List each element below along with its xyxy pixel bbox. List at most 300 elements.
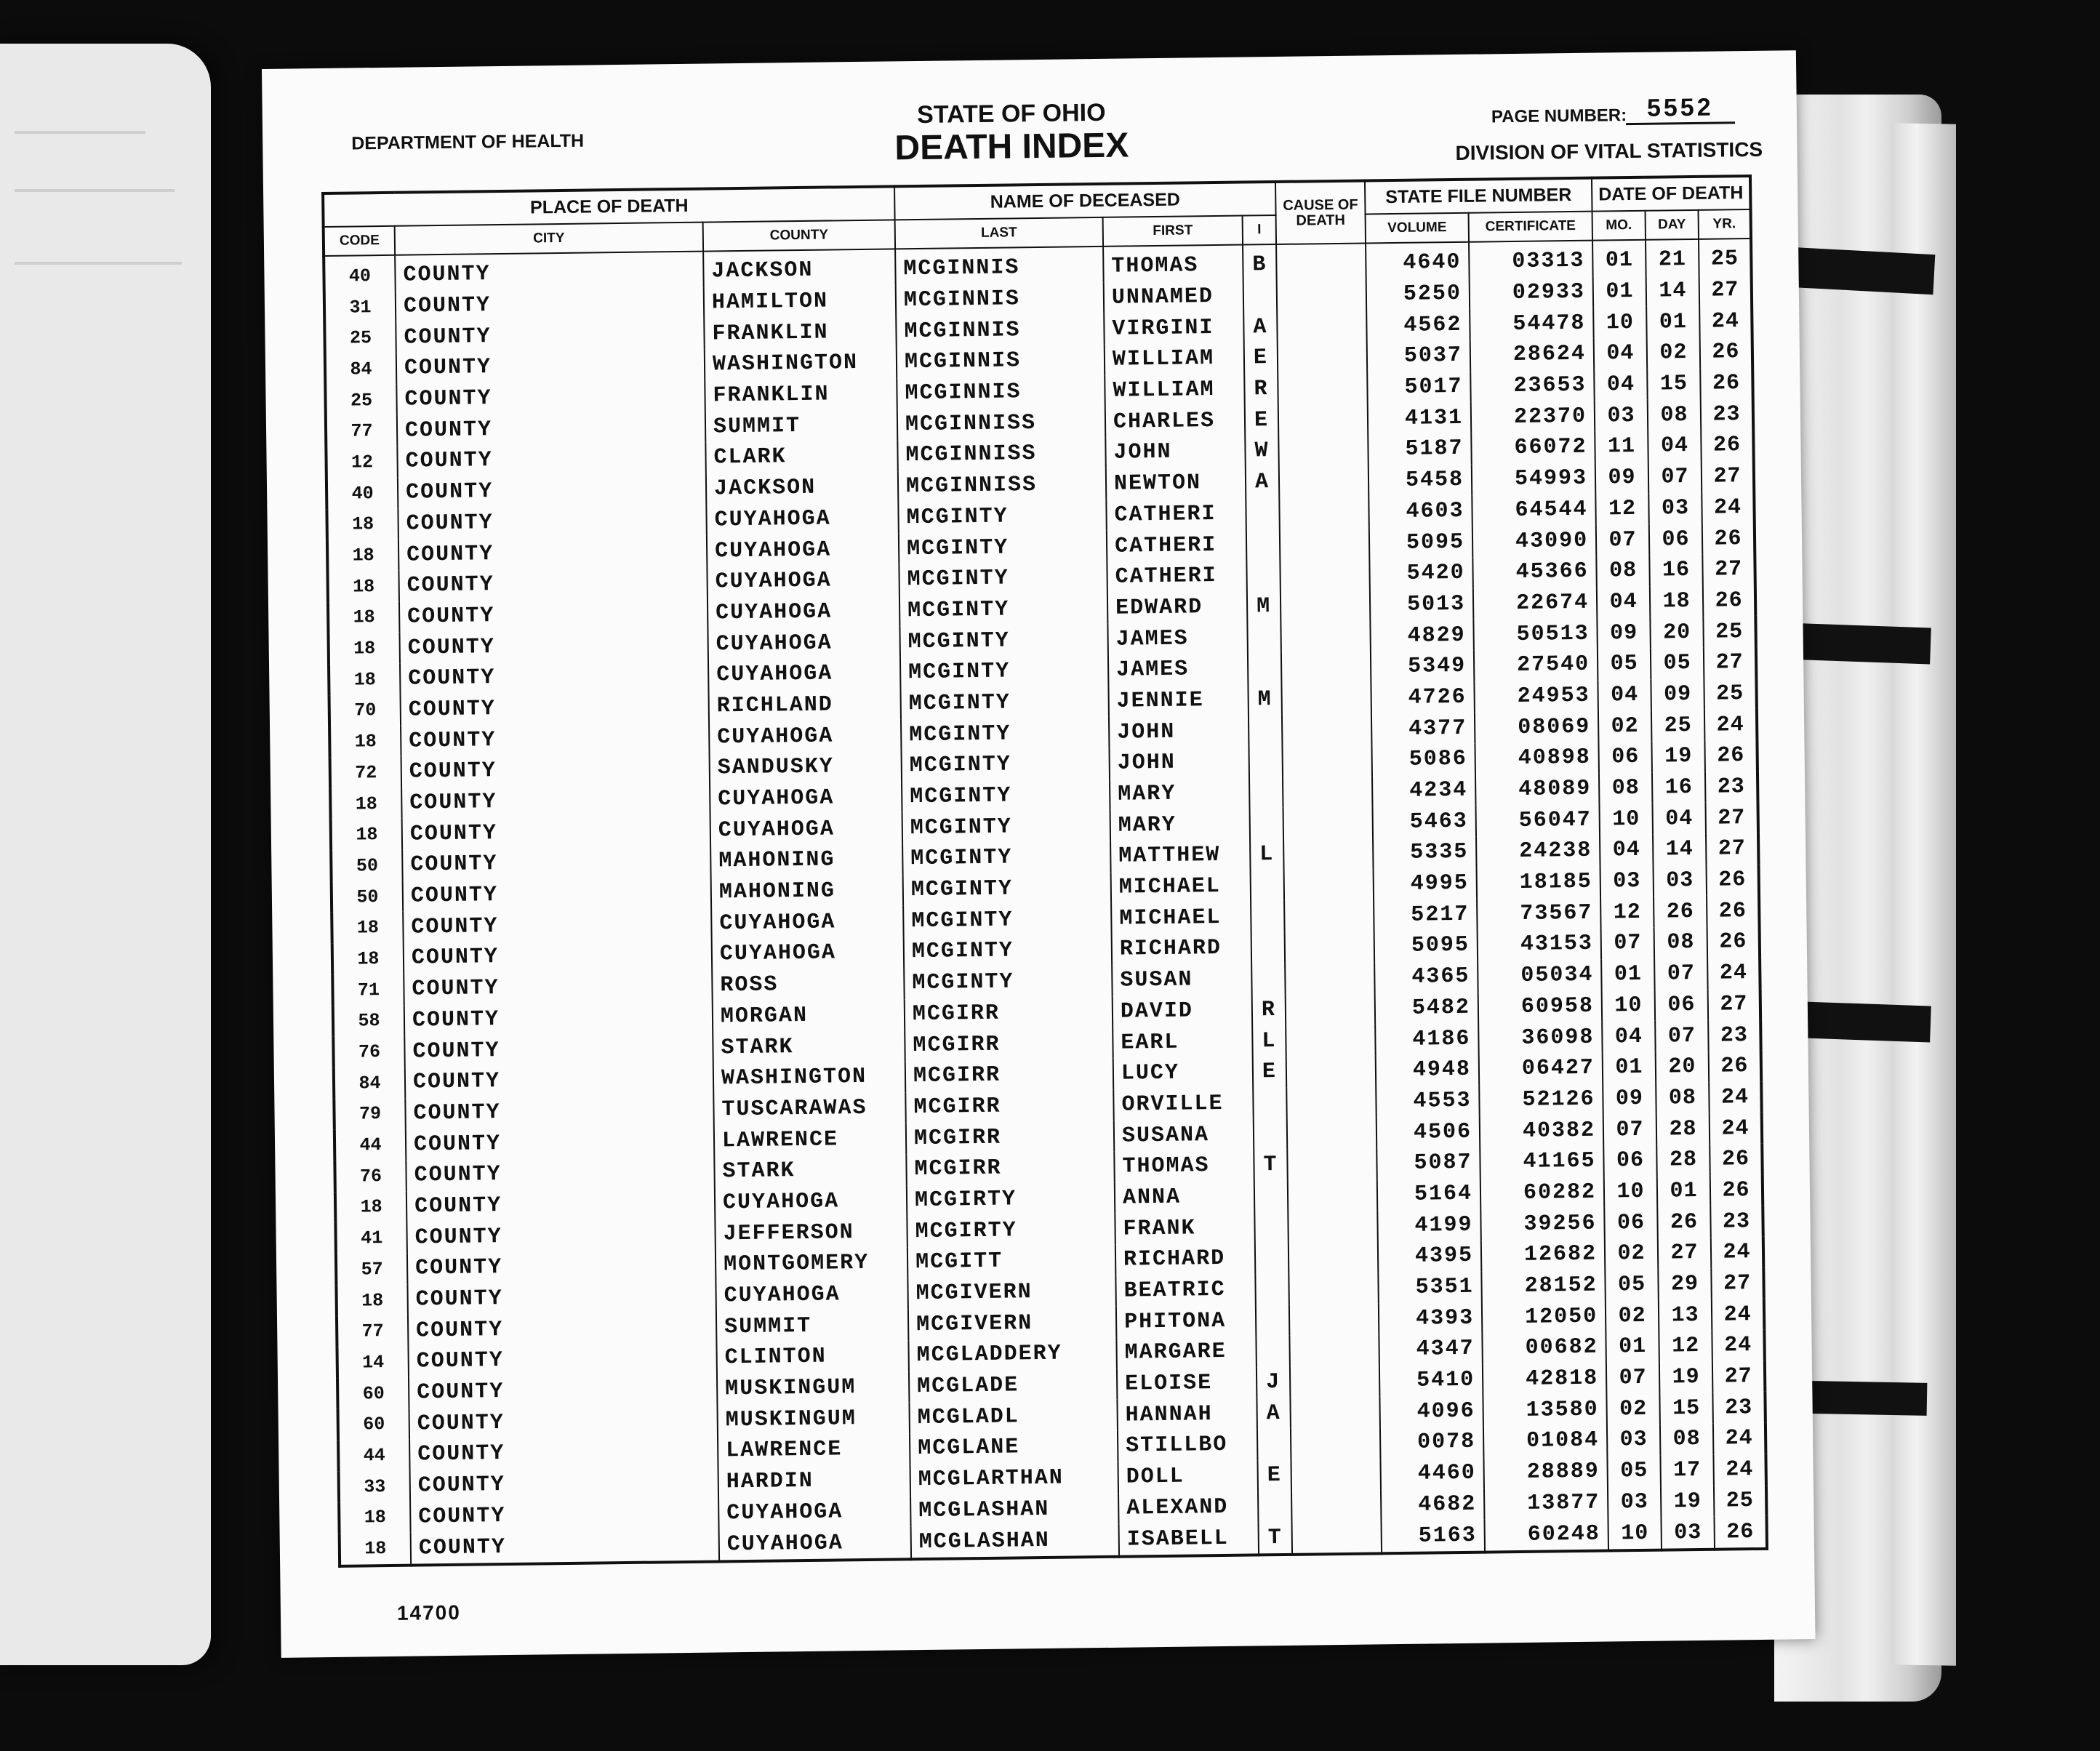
last-name-cell: MCGLASHAN xyxy=(910,1493,1119,1526)
code-cell: 18 xyxy=(340,1533,412,1566)
city-cell: COUNTY xyxy=(398,505,706,540)
certificate-cell: 22674 xyxy=(1473,587,1598,620)
code-cell: 72 xyxy=(330,757,402,789)
county-cell: CUYAHOGA xyxy=(706,502,899,536)
last-name-cell: MCGINNIS xyxy=(896,313,1105,347)
cause-cell xyxy=(1279,465,1369,497)
month-cell: 02 xyxy=(1606,1393,1660,1425)
certificate-cell: 42818 xyxy=(1483,1363,1607,1395)
initial-cell: B xyxy=(1243,244,1277,281)
month-cell: 09 xyxy=(1595,462,1649,494)
initial-cell xyxy=(1258,1491,1292,1522)
initial-cell: E xyxy=(1253,1057,1287,1088)
volume-cell: 5250 xyxy=(1366,278,1470,310)
division-label: DIVISION OF VITAL STATISTICS xyxy=(1455,137,1763,164)
county-cell: SANDUSKY xyxy=(710,750,902,784)
first-name-cell: VIRGINI xyxy=(1104,312,1244,345)
month-cell: 10 xyxy=(1593,307,1647,339)
volume-cell: 4395 xyxy=(1378,1241,1482,1273)
county-cell: JACKSON xyxy=(703,249,896,287)
code-cell: 33 xyxy=(339,1470,411,1502)
county-cell: WASHINGTON xyxy=(705,347,897,380)
first-name-cell: FRANK xyxy=(1115,1212,1255,1245)
initial-cell: J xyxy=(1257,1367,1291,1398)
cause-cell xyxy=(1286,1086,1376,1118)
volume-cell: 5463 xyxy=(1373,806,1477,838)
year-cell: 26 xyxy=(1710,1144,1763,1176)
year-cell: 24 xyxy=(1713,1454,1766,1486)
first-name-column-header: FIRST xyxy=(1103,216,1243,247)
county-cell: CUYAHOGA xyxy=(711,906,904,939)
code-cell: 70 xyxy=(329,694,401,726)
county-cell: MORGAN xyxy=(713,999,905,1033)
cause-cell xyxy=(1286,993,1376,1025)
month-cell: 07 xyxy=(1603,1114,1657,1146)
county-cell: RICHLAND xyxy=(708,689,901,722)
first-name-cell: STILLBO xyxy=(1118,1430,1258,1462)
volume-cell: 4460 xyxy=(1380,1457,1484,1489)
city-cell: COUNTY xyxy=(401,691,709,726)
day-cell: 03 xyxy=(1654,865,1707,897)
day-cell: 01 xyxy=(1657,1175,1711,1207)
month-cell: 05 xyxy=(1605,1269,1659,1301)
volume-cell: 5217 xyxy=(1374,899,1478,931)
month-cell: 12 xyxy=(1600,897,1654,929)
first-name-cell: WILLIAM xyxy=(1105,343,1245,376)
county-cell: CUYAHOGA xyxy=(708,627,900,660)
cause-cell xyxy=(1286,1055,1376,1087)
day-cell: 14 xyxy=(1646,276,1700,308)
county-cell: WASHINGTON xyxy=(713,1061,906,1094)
year-cell: 24 xyxy=(1704,709,1758,741)
county-cell: MAHONING xyxy=(710,844,903,877)
first-name-cell: NEWTON xyxy=(1106,467,1246,500)
cause-cell xyxy=(1283,807,1374,839)
month-cell: 10 xyxy=(1600,804,1654,836)
day-cell: 08 xyxy=(1656,1082,1710,1114)
county-cell: ROSS xyxy=(712,968,905,1001)
last-name-cell: MCGIVERN xyxy=(907,1275,1116,1309)
certificate-cell: 41165 xyxy=(1480,1146,1604,1179)
first-name-cell: JAMES xyxy=(1108,653,1249,686)
county-cell: CUYAHOGA xyxy=(715,1185,907,1219)
initial-cell: W xyxy=(1245,436,1279,467)
volume-cell: 4603 xyxy=(1368,495,1472,527)
code-cell: 18 xyxy=(331,819,403,851)
year-cell: 26 xyxy=(1703,585,1756,617)
volume-cell: 4199 xyxy=(1377,1209,1481,1241)
certificate-cell: 28889 xyxy=(1483,1456,1608,1488)
year-cell: 27 xyxy=(1706,833,1759,865)
certificate-cell: 02933 xyxy=(1470,276,1594,309)
month-cell: 06 xyxy=(1598,742,1652,774)
code-cell: 18 xyxy=(330,788,402,820)
certificate-cell: 28152 xyxy=(1481,1270,1606,1302)
initial-cell xyxy=(1253,1087,1287,1118)
last-name-cell: MCGITT xyxy=(907,1245,1116,1278)
cause-cell xyxy=(1288,1179,1378,1211)
certificate-cell: 66072 xyxy=(1471,432,1595,465)
cause-cell xyxy=(1283,745,1373,777)
cause-cell xyxy=(1289,1241,1379,1273)
county-cell: CLARK xyxy=(705,440,898,473)
cause-cell xyxy=(1284,869,1374,901)
volume-cell: 5187 xyxy=(1368,433,1472,465)
month-cell: 07 xyxy=(1606,1362,1660,1394)
first-name-cell: ANNA xyxy=(1115,1181,1255,1214)
first-name-cell: JENNIE xyxy=(1108,684,1249,717)
city-cell: COUNTY xyxy=(401,722,709,757)
day-cell: 28 xyxy=(1656,1145,1710,1177)
code-cell: 18 xyxy=(328,633,400,665)
city-cell: COUNTY xyxy=(402,815,710,850)
year-cell: 24 xyxy=(1702,492,1755,524)
month-cell: 01 xyxy=(1603,1052,1656,1084)
volume-cell: 5458 xyxy=(1368,465,1472,497)
year-cell: 25 xyxy=(1714,1485,1767,1517)
day-cell: 27 xyxy=(1658,1238,1712,1270)
volume-cell: 4829 xyxy=(1370,620,1474,652)
code-cell: 77 xyxy=(337,1315,409,1347)
code-cell: 79 xyxy=(334,1098,406,1130)
day-cell: 05 xyxy=(1651,648,1704,680)
initial-cell: R xyxy=(1252,994,1286,1025)
last-name-cell: MCGIRR xyxy=(906,1152,1115,1185)
code-cell: 57 xyxy=(336,1254,408,1286)
county-cell: JACKSON xyxy=(706,471,899,505)
month-cell: 07 xyxy=(1596,524,1650,556)
cause-cell xyxy=(1289,1334,1379,1366)
month-cell: 11 xyxy=(1595,431,1648,463)
county-cell: CUYAHOGA xyxy=(709,720,902,753)
certificate-cell: 39256 xyxy=(1480,1208,1605,1241)
city-cell: COUNTY xyxy=(406,1156,714,1191)
county-cell: CUYAHOGA xyxy=(712,937,905,970)
death-index-page xyxy=(262,50,1816,1658)
last-name-cell: MCGINTY xyxy=(899,593,1108,626)
initial-cell xyxy=(1248,653,1282,684)
year-cell: 27 xyxy=(1704,647,1757,679)
first-name-cell: JOHN xyxy=(1105,436,1246,469)
certificate-column-header: CERTIFICATE xyxy=(1469,212,1592,242)
initial-cell xyxy=(1256,1336,1290,1367)
city-cell: COUNTY xyxy=(399,598,708,633)
county-cell: CUYAHOGA xyxy=(710,813,903,846)
day-cell: 19 xyxy=(1651,741,1705,773)
index-rows xyxy=(324,239,1767,1566)
volume-cell: 0078 xyxy=(1380,1427,1484,1459)
month-cell: 02 xyxy=(1598,710,1652,742)
day-cell: 07 xyxy=(1654,958,1708,990)
month-cell: 02 xyxy=(1606,1300,1659,1332)
year-cell: 26 xyxy=(1704,740,1758,772)
first-name-cell: RICHARD xyxy=(1115,1243,1256,1275)
month-cell: 01 xyxy=(1593,276,1647,308)
day-cell: 14 xyxy=(1653,834,1707,866)
first-name-cell: JAMES xyxy=(1107,622,1248,655)
last-name-cell: MCGIRTY xyxy=(907,1214,1115,1247)
last-name-cell: MCGLADE xyxy=(909,1369,1118,1403)
last-name-cell: MCGINTY xyxy=(904,934,1113,968)
cause-cell xyxy=(1281,590,1371,622)
death-index-table xyxy=(321,175,1768,1568)
year-cell: 27 xyxy=(1708,988,1761,1020)
code-cell: 18 xyxy=(339,1502,411,1534)
volume-cell: 4365 xyxy=(1374,961,1478,993)
year-cell: 27 xyxy=(1711,1268,1764,1300)
month-cell: 10 xyxy=(1602,990,1656,1022)
certificate-cell: 52126 xyxy=(1479,1083,1603,1116)
cause-cell xyxy=(1283,838,1374,870)
last-name-cell: MCGIRR xyxy=(906,1121,1115,1154)
month-cell: 01 xyxy=(1601,959,1655,991)
month-cell: 04 xyxy=(1594,338,1648,370)
city-cell: COUNTY xyxy=(410,1467,718,1502)
certificate-cell: 23653 xyxy=(1470,369,1595,402)
certificate-cell: 43153 xyxy=(1478,929,1602,961)
year-cell: 27 xyxy=(1702,461,1755,493)
certificate-cell: 13877 xyxy=(1484,1487,1608,1520)
year-cell: 27 xyxy=(1706,802,1759,834)
day-cell: 02 xyxy=(1647,337,1701,369)
month-cell: 07 xyxy=(1601,928,1655,960)
last-name-cell: MCGIRR xyxy=(905,1027,1113,1061)
certificate-cell: 48089 xyxy=(1475,773,1600,806)
first-name-cell: MARGARE xyxy=(1116,1336,1257,1369)
code-cell: 60 xyxy=(338,1409,410,1441)
volume-cell: 5013 xyxy=(1370,588,1474,620)
month-cell: 03 xyxy=(1607,1425,1661,1457)
faint-rule-line xyxy=(15,189,175,192)
volume-cell: 5163 xyxy=(1382,1520,1486,1553)
page-title: DEATH INDEX xyxy=(894,126,1129,168)
last-name-cell: MCGINTY xyxy=(900,686,1109,719)
certificate-cell: 45366 xyxy=(1472,556,1597,589)
initial-cell xyxy=(1251,963,1286,995)
year-cell: 26 xyxy=(1715,1516,1768,1550)
certificate-cell: 22370 xyxy=(1471,401,1595,433)
county-cell: FRANKLIN xyxy=(704,316,897,350)
volume-cell: 4995 xyxy=(1374,868,1478,899)
date-of-death-header: DATE OF DEATH xyxy=(1592,176,1751,212)
first-name-cell: THOMAS xyxy=(1114,1150,1254,1182)
last-name-cell: MCGINNIS xyxy=(897,376,1105,409)
code-cell: 18 xyxy=(329,726,401,758)
month-cell: 08 xyxy=(1599,772,1653,804)
code-cell: 12 xyxy=(326,446,398,478)
initial-cell xyxy=(1246,560,1281,591)
certificate-cell: 56047 xyxy=(1476,804,1600,837)
code-cell: 44 xyxy=(338,1440,410,1472)
volume-cell: 4393 xyxy=(1379,1302,1483,1334)
volume-cell: 4553 xyxy=(1376,1085,1480,1117)
city-cell: COUNTY xyxy=(405,1094,713,1129)
code-cell: 18 xyxy=(332,912,404,944)
adjacent-left-page xyxy=(0,44,211,1665)
code-cell: 50 xyxy=(331,850,403,882)
initial-cell: A xyxy=(1257,1398,1291,1429)
certificate-cell: 43090 xyxy=(1472,525,1597,558)
cause-cell xyxy=(1291,1490,1382,1522)
city-cell: COUNTY xyxy=(404,970,712,1005)
last-name-cell: MCGINNIS xyxy=(895,247,1104,285)
code-cell: 31 xyxy=(324,291,396,323)
code-cell: 25 xyxy=(325,385,397,417)
first-name-cell: EDWARD xyxy=(1107,591,1248,624)
month-cell: 03 xyxy=(1600,865,1654,897)
city-cell: COUNTY xyxy=(397,412,705,446)
initial-cell xyxy=(1251,870,1285,902)
city-cell: COUNTY xyxy=(402,846,710,881)
year-cell: 23 xyxy=(1705,772,1758,804)
day-cell: 04 xyxy=(1648,430,1702,462)
month-cell: 01 xyxy=(1592,240,1646,277)
last-name-cell: MCGLADL xyxy=(909,1400,1118,1433)
volume-cell: 4131 xyxy=(1368,402,1472,434)
first-name-cell: ELOISE xyxy=(1117,1367,1257,1400)
city-cell: COUNTY xyxy=(408,1343,716,1378)
initial-cell xyxy=(1243,281,1278,312)
index-tab-mark xyxy=(1788,247,1936,294)
state-label: STATE OF OHIO xyxy=(916,98,1106,129)
initial-cell xyxy=(1251,901,1285,932)
volume-cell: 4234 xyxy=(1372,774,1476,806)
city-cell: COUNTY xyxy=(406,1187,715,1222)
city-cell: COUNTY xyxy=(404,1001,713,1036)
last-name-cell: MCGINTY xyxy=(899,624,1108,657)
day-cell: 03 xyxy=(1662,1517,1715,1550)
city-cell: COUNTY xyxy=(403,877,711,912)
initial-cell xyxy=(1256,1305,1290,1336)
last-name-cell: MCGINTY xyxy=(899,562,1107,596)
place-of-death-header: PLACE OF DEATH xyxy=(323,186,895,227)
volume-cell: 4377 xyxy=(1371,713,1475,745)
volume-cell: 5086 xyxy=(1371,744,1475,776)
day-cell: 07 xyxy=(1648,462,1702,494)
county-cell: CUYAHOGA xyxy=(719,1526,912,1561)
month-cell: 02 xyxy=(1605,1238,1659,1270)
month-cell: 04 xyxy=(1598,679,1651,711)
county-cell: CUYAHOGA xyxy=(707,564,899,598)
year-column-header: YR. xyxy=(1699,209,1752,239)
cause-cell xyxy=(1292,1521,1382,1555)
last-name-cell: MCGINTY xyxy=(902,780,1110,813)
cause-cell xyxy=(1287,1148,1377,1180)
certificate-cell: 73567 xyxy=(1477,897,1601,930)
initial-cell: T xyxy=(1259,1522,1293,1555)
day-cell: 26 xyxy=(1657,1206,1711,1238)
year-cell: 26 xyxy=(1700,368,1753,400)
day-cell: 09 xyxy=(1651,678,1704,710)
cause-cell xyxy=(1283,776,1373,808)
cause-cell xyxy=(1276,243,1366,280)
day-cell: 13 xyxy=(1659,1299,1712,1331)
year-cell: 26 xyxy=(1707,926,1760,958)
county-cell: LAWRENCE xyxy=(714,1123,907,1157)
initial-cell: L xyxy=(1250,839,1284,870)
city-cell: COUNTY xyxy=(401,753,710,788)
county-cell: HARDIN xyxy=(718,1464,911,1498)
county-cell: STARK xyxy=(713,1030,905,1063)
initial-cell: R xyxy=(1244,374,1278,405)
cause-cell xyxy=(1284,900,1374,932)
month-cell: 10 xyxy=(1608,1518,1662,1551)
certificate-cell: 00682 xyxy=(1482,1332,1606,1365)
volume-cell: 4682 xyxy=(1381,1488,1485,1520)
last-name-cell: MCGINTY xyxy=(902,748,1110,782)
certificate-cell: 05034 xyxy=(1478,959,1602,992)
initial-cell xyxy=(1249,777,1283,809)
city-cell: COUNTY xyxy=(396,287,704,322)
county-column-header: COUNTY xyxy=(703,220,895,251)
city-cell: COUNTY xyxy=(398,566,707,601)
initial-cell: E xyxy=(1245,404,1279,436)
code-cell: 18 xyxy=(327,571,399,603)
initial-cell: E xyxy=(1244,342,1278,374)
first-name-cell: SUSAN xyxy=(1112,963,1252,996)
day-cell: 26 xyxy=(1654,896,1707,928)
city-column-header: CITY xyxy=(395,223,703,255)
initial-cell: A xyxy=(1246,467,1280,498)
cause-cell xyxy=(1287,1118,1377,1150)
year-cell: 24 xyxy=(1712,1299,1765,1331)
page-edge-stack-shadow xyxy=(1891,123,1956,1666)
code-cell: 18 xyxy=(327,540,399,572)
certificate-cell: 64544 xyxy=(1472,494,1596,526)
last-name-cell: MCGLARTHAN xyxy=(910,1462,1119,1496)
day-cell: 19 xyxy=(1661,1486,1715,1518)
county-cell: CUYAHOGA xyxy=(710,782,902,815)
last-name-cell: MCGINNISS xyxy=(897,406,1106,440)
volume-cell: 5420 xyxy=(1369,558,1473,590)
year-cell: 27 xyxy=(1702,554,1755,586)
cause-cell xyxy=(1278,404,1368,436)
cause-cell xyxy=(1281,652,1371,684)
county-cell: MONTGOMERY xyxy=(716,1247,908,1281)
certificate-cell: 08069 xyxy=(1475,711,1599,744)
county-cell: CLINTON xyxy=(716,1340,909,1374)
last-name-cell: MCGINTY xyxy=(903,903,1112,937)
year-cell: 24 xyxy=(1712,1330,1765,1362)
initial-cell: E xyxy=(1257,1460,1291,1491)
last-name-cell: MCGIRR xyxy=(905,1059,1114,1092)
volume-cell: 4096 xyxy=(1379,1395,1483,1427)
year-cell: 23 xyxy=(1708,1019,1761,1051)
county-cell: STARK xyxy=(714,1154,907,1187)
year-cell: 26 xyxy=(1700,337,1753,369)
code-cell: 40 xyxy=(324,255,396,292)
first-name-cell: PHITONA xyxy=(1116,1305,1257,1338)
day-cell: 01 xyxy=(1646,306,1700,338)
year-cell: 26 xyxy=(1702,523,1755,555)
cause-cell xyxy=(1290,1366,1380,1398)
county-cell: SUMMIT xyxy=(705,409,898,443)
certificate-cell: 54993 xyxy=(1472,462,1596,495)
day-cell: 25 xyxy=(1651,710,1705,742)
page-number-label: PAGE NUMBER: xyxy=(1491,105,1627,127)
initial-cell xyxy=(1254,1118,1288,1150)
month-cell: 03 xyxy=(1595,400,1648,432)
code-cell: 71 xyxy=(332,974,404,1006)
city-cell: COUNTY xyxy=(403,908,711,943)
city-cell: COUNTY xyxy=(409,1436,718,1471)
year-cell: 25 xyxy=(1699,239,1752,276)
cause-cell xyxy=(1286,1025,1376,1057)
certificate-cell: 18185 xyxy=(1477,866,1601,899)
certificate-cell: 60282 xyxy=(1480,1177,1605,1209)
month-cell: 04 xyxy=(1600,835,1654,867)
day-cell: 07 xyxy=(1655,1020,1709,1052)
